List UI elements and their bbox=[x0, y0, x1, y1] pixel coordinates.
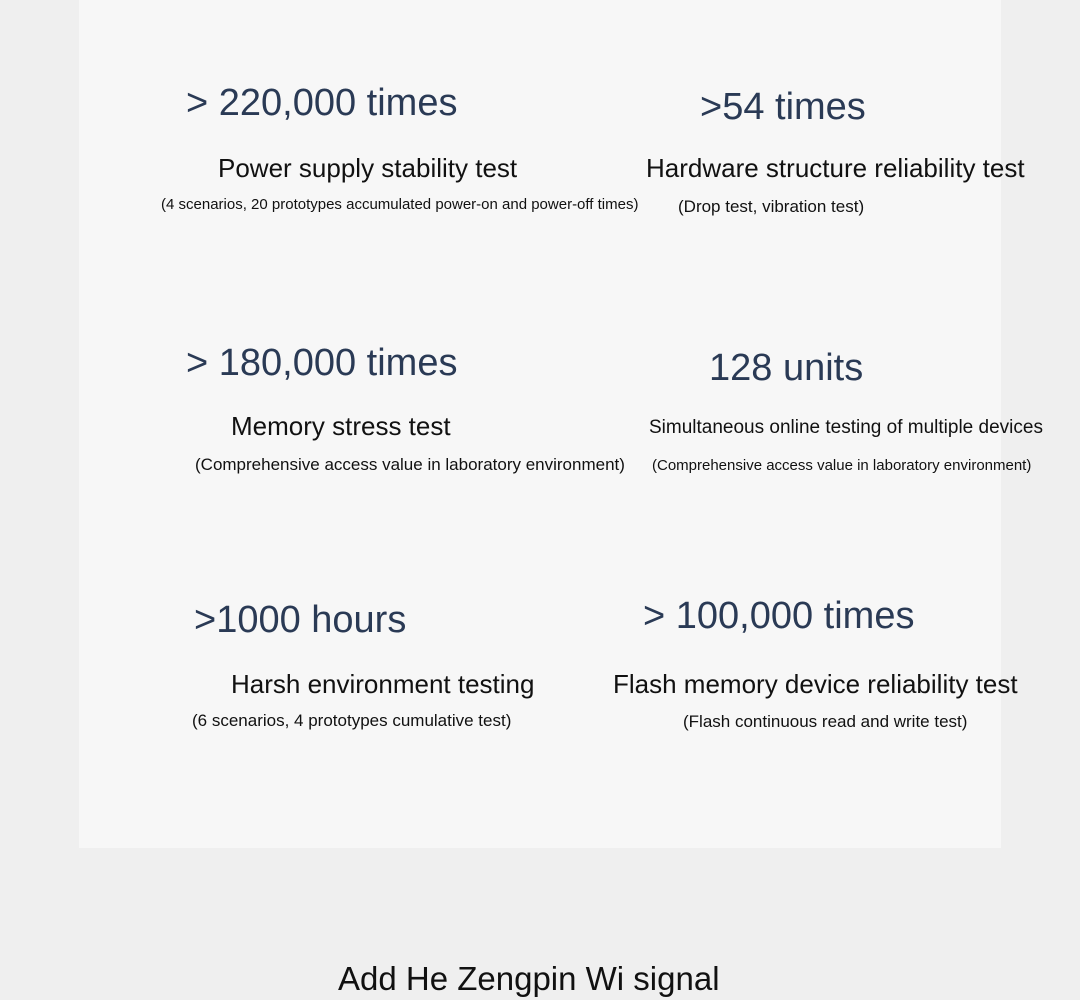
test-name-flash-memory: Flash memory device reliability test bbox=[613, 669, 1018, 699]
stat-value-memory-stress: > 180,000 times bbox=[186, 342, 458, 384]
stat-value-harsh-environment: >1000 hours bbox=[194, 599, 407, 641]
test-detail-harsh-environment: (6 scenarios, 4 prototypes cumulative test) bbox=[192, 711, 512, 730]
test-detail-flash-memory: (Flash continuous read and write test) bbox=[683, 712, 968, 731]
footer-title: Add He Zengpin Wi signal bbox=[338, 960, 720, 997]
test-detail-power-supply: (4 scenarios, 20 prototypes accumulated power-on and power-off times) bbox=[161, 196, 639, 213]
test-name-power-supply: Power supply stability test bbox=[218, 153, 518, 183]
stat-value-multi-device: 128 units bbox=[709, 347, 864, 389]
test-name-harsh-environment: Harsh environment testing bbox=[231, 669, 535, 699]
stat-value-flash-memory: > 100,000 times bbox=[643, 595, 915, 637]
test-name-hardware-structure: Hardware structure reliability test bbox=[646, 153, 1025, 183]
stat-value-hardware-structure: >54 times bbox=[700, 86, 866, 128]
test-detail-memory-stress: (Comprehensive access value in laboratory environment) bbox=[195, 455, 625, 474]
test-detail-hardware-structure: (Drop test, vibration test) bbox=[678, 197, 865, 216]
test-name-multi-device: Simultaneous online testing of multiple devices bbox=[649, 417, 1043, 438]
stat-value-power-supply: > 220,000 times bbox=[186, 82, 458, 124]
test-name-memory-stress: Memory stress test bbox=[231, 411, 451, 441]
test-detail-multi-device: (Comprehensive access value in laboratory environment) bbox=[652, 457, 1032, 474]
